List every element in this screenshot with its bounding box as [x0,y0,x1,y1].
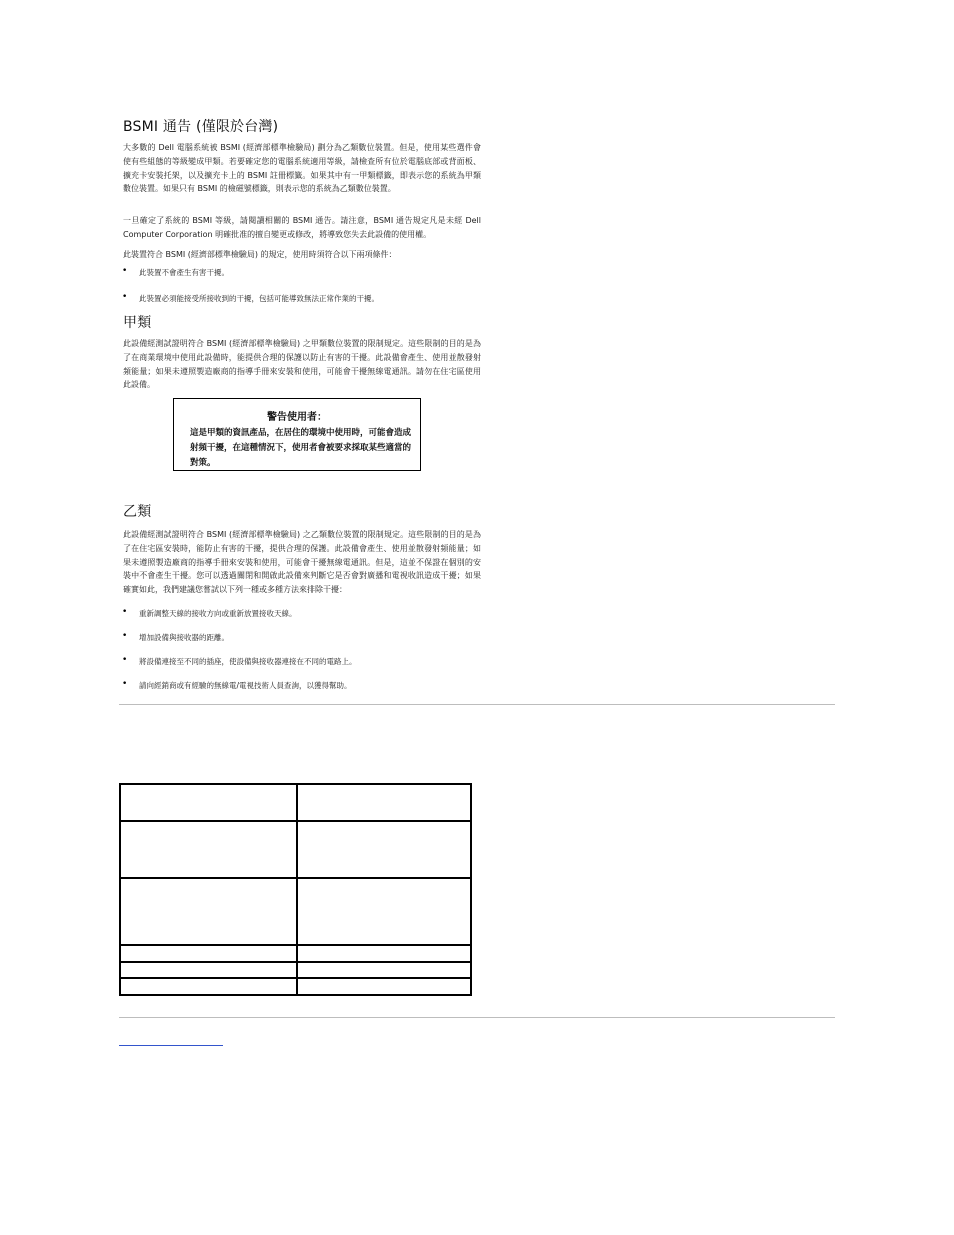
bsmi-conditions-list [119,267,481,304]
table-row [120,978,471,995]
table-cell [297,821,471,878]
table-row [120,945,471,962]
back-to-contents-link[interactable] [119,1034,223,1046]
list-item: • 此裝置不會產生有害干擾。 [119,267,481,278]
class-b-paragraph: 此設備經測試證明符合 BSMI (經濟部標準檢驗局) 之乙類數位裝置的限制規定。這些限制的目的是為了在住宅區安裝時，能防止有害的干擾，提供合理的保護。此設備會產生、使用並散發射頻能量；如果未遵照製造廠商的指導手冊來安裝和使用，可能會干擾無線電通訊。但是，這並不保證在個別的安裝中不會產生干擾。您可以透過關閉和開啟此設備來判斷它是否會對廣播和電視收訊造成干擾；如果確實如此，我們建議您嘗試以下列一種或多種方法來排除干擾： [123,530,481,595]
class-a-heading: 甲類 [123,315,152,331]
bsmi-heading: BSMI 通告 (僅限於台灣) [123,119,279,135]
warning-title: 警告使用者： [267,412,327,423]
class-a-paragraph: 此設備經測試證明符合 BSMI (經濟部標準檢驗局) 之甲類數位裝置的限制規定。這些限制的目的是為了在商業環境中使用此設備時，能提供合理的保護以防止有害的干擾。此設備會產生、使用並散發射頻能量；如果未遵照製造廠商的指導手冊來安裝和使用，可能會干擾無線電通訊。請勿在住宅區使用此設備。 [123,339,481,390]
table-cell [120,978,297,995]
table-cell [120,878,297,945]
class-b-remedies-list [119,608,481,704]
table-cell [297,962,471,978]
section-divider [119,704,835,705]
table-cell [297,878,471,945]
empty-info-table [119,783,472,996]
class-b-heading: 乙類 [123,504,152,520]
table-row [120,962,471,978]
table-cell [120,962,297,978]
warning-body: 這是甲類的資訊產品，在居住的環境中使用時，可能會造成射頻干擾，在這種情況下，使用者會被要求採取某些適當的對策。 [190,428,412,468]
table-cell [120,945,297,962]
table-row [120,821,471,878]
list-item: • 請向經銷商或有經驗的無線電/電視技術人員查詢，以獲得幫助。 [119,680,481,691]
list-item: • 將設備連接至不同的插座，使設備與接收器連接在不同的電路上。 [119,656,481,667]
table-cell [120,821,297,878]
list-item: • 增加設備與接收器的距離。 [119,632,481,643]
bsmi-paragraph-2: 一旦確定了系統的 BSMI 等級，請閱讀相關的 BSMI 通告。請注意，BSMI 通告規定凡是未經 Dell Computer Corporation 明確批准的擅自變更或修改，將導致您失去此設備的使用權。 [123,216,481,239]
table-cell [120,784,297,821]
warning-box [173,398,421,471]
bsmi-paragraph-3: 此裝置符合 BSMI (經濟部標準檢驗局) 的規定，使用時須符合以下兩項條件： [123,250,397,259]
table-cell [297,945,471,962]
table-cell [297,978,471,995]
table-row [120,878,471,945]
list-item: • 此裝置必須能接受所接收到的干擾，包括可能導致無法正常作業的干擾。 [119,293,481,304]
list-item: • 重新調整天線的接收方向或重新放置接收天線。 [119,608,481,619]
table-cell [297,784,471,821]
bsmi-paragraph-1: 大多數的 Dell 電腦系統被 BSMI (經濟部標準檢驗局) 劃分為乙類數位裝置。但是，使用某些選件會使有些組態的等級變成甲類。若要確定您的電腦系統適用等級，請檢查所有位於電腦底部或背面板、擴充卡安裝托架，以及擴充卡上的 BSMI 註冊標籤。如果其中有一甲類標籤，即表示您的系統為甲類數位裝置。如果只有 BSMI 的檢磁號標籤，則表示您的系統為乙類數位裝置。 [123,143,481,194]
table-row [120,784,471,821]
section-divider [119,1017,835,1018]
